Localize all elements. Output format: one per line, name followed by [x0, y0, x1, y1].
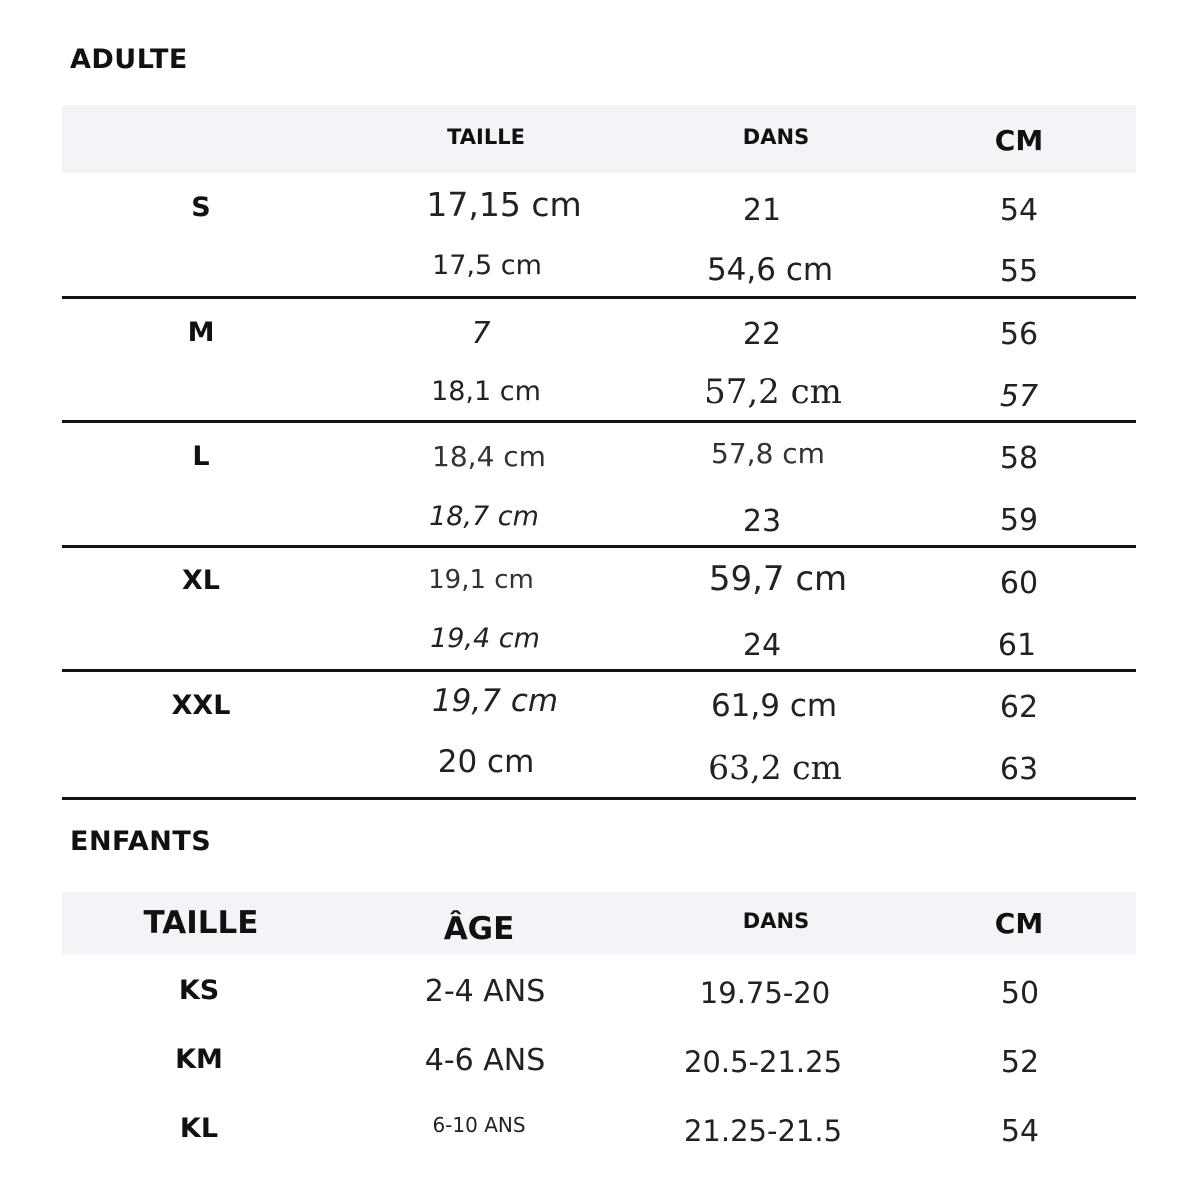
size-value: 17,15 cm	[426, 185, 582, 224]
size-label: KS	[178, 975, 220, 1006]
inches-value: 21	[742, 193, 782, 228]
size-label: XL	[181, 565, 221, 596]
size-label: S	[191, 192, 211, 223]
inches-value: 24	[742, 628, 782, 663]
size-label: L	[192, 441, 210, 472]
kids-header-cm: CM	[994, 907, 1044, 940]
size-value: 18,1 cm	[431, 376, 541, 407]
cm-value: 63	[999, 752, 1039, 787]
inches-value: 54,6 cm	[706, 252, 834, 288]
inches-value: 23	[742, 504, 782, 539]
row-divider	[62, 296, 1136, 299]
size-value: 19,4 cm	[430, 623, 540, 654]
size-value: 19,1 cm	[428, 565, 534, 595]
kids-header-size: TAILLE	[143, 905, 259, 941]
age-value: 2-4 ANS	[424, 974, 546, 1009]
size-label: KM	[175, 1044, 223, 1075]
adult-header-inches: DANS	[742, 125, 810, 149]
row-divider	[62, 420, 1136, 423]
size-value: 7	[471, 316, 491, 351]
inches-value: 22	[742, 317, 782, 352]
age-value: 4-6 ANS	[424, 1043, 546, 1078]
kids-header-age: ÂGE	[443, 911, 515, 947]
inches-value: 61,9 cm	[710, 688, 838, 724]
cm-value: 56	[999, 317, 1039, 352]
cm-value: 55	[999, 254, 1039, 289]
inches-value: 59,7 cm	[708, 559, 848, 599]
adult-section-title: ADULTE	[70, 44, 188, 75]
cm-value: 58	[999, 441, 1039, 476]
kids-section-title: ENFANTS	[70, 826, 212, 857]
row-divider	[62, 669, 1136, 672]
size-value: 18,4 cm	[432, 440, 546, 473]
adult-header-cm: CM	[994, 124, 1044, 157]
inches-value: 21.25-21.5	[683, 1114, 843, 1148]
size-value: 17,5 cm	[432, 250, 542, 281]
row-divider	[62, 797, 1136, 800]
inches-value: 63,2 cm	[708, 748, 842, 787]
row-divider	[62, 545, 1136, 548]
cm-value: 50	[1000, 976, 1040, 1011]
cm-value: 62	[999, 690, 1039, 725]
age-value: 6-10 ANS	[432, 1113, 526, 1137]
cm-value: 61	[997, 628, 1037, 663]
cm-value: 54	[1000, 1114, 1040, 1149]
cm-value: 59	[999, 503, 1039, 538]
size-value: 18,7 cm	[429, 501, 539, 532]
size-label: M	[187, 317, 215, 348]
inches-value: 57,2 cm	[704, 372, 842, 412]
inches-value: 19.75-20	[699, 976, 831, 1010]
inches-value: 20.5-21.25	[683, 1045, 843, 1079]
adult-header-size: TAILLE	[447, 125, 525, 149]
size-value: 19,7 cm	[431, 683, 559, 719]
cm-value: 54	[999, 193, 1039, 228]
adult-header-band	[62, 105, 1136, 173]
size-label: KL	[179, 1113, 219, 1144]
cm-value: 57	[999, 379, 1039, 414]
inches-value: 57,8 cm	[711, 437, 825, 470]
cm-value: 52	[1000, 1045, 1040, 1080]
size-label: XXL	[171, 690, 231, 721]
size-value: 20 cm	[437, 744, 535, 780]
kids-header-inches: DANS	[742, 909, 810, 933]
cm-value: 60	[999, 566, 1039, 601]
